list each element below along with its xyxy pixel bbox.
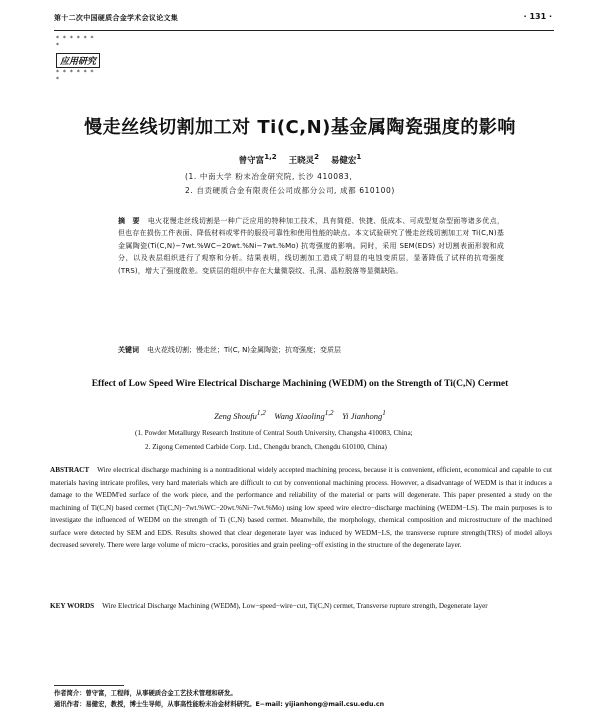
author-name: Wang Xiaoling <box>274 410 325 421</box>
keywords-english <box>50 600 552 613</box>
affiliation-line: (1. 中南大学 粉末冶金研究院, 长沙 410083, <box>185 172 353 181</box>
abstract-text: Wire electrical discharge machining is a nontraditional widely accepted machining process, because it is convenient, efficient, economical and capable to cut materials having intricate profiles, very hard materials which are difficult to cut by conventional machining process. However, a disadvantage of WEDM is that it induces a damage to the WEDM'ed surface of the work piece, and the performance and reliability of the material or parts will degenerate. This paper presented a study on the machining of Ti(C,N) based cermet (Ti(C,N)−7wt.%WC−20wt.%Ni−7wt.%Mo) using low speed wire electro−discharge machining (WEDM−LS). The main purposes is to investigate the influenced of WEDM on the strength of Ti (C,N) based cermet. Meanwhile, the morphology, chemical composition and microstructure of the machined surface were detected by SEM and EDS. Results showed that clear degenerate layer was induced by WEDM−LS, the transverse rupture strength(TRS) of model alloys decreased severely. There were large volume of micro−cracks, porosities and grain peeling−off existing in the structure of the degenerate layer. <box>50 466 552 549</box>
author-affiliation-mark: 1 <box>382 409 386 417</box>
abstract-english <box>50 464 552 552</box>
keywords-chinese <box>118 345 508 355</box>
authors-english <box>0 409 600 421</box>
keywords-text: Wire Electrical Discharge Machining (WEDM), Low−speed−wire−cut, Ti(C,N) cermet, Transverse rupture strength, Degenerate layer <box>102 602 488 610</box>
author-affiliation-mark: 1,2 <box>264 152 277 161</box>
abstract-label: ABSTRACT <box>50 466 90 474</box>
title-chinese: 慢走丝线切割加工对 Ti(C,N)基金属陶瓷强度的影响 <box>84 117 516 138</box>
affiliations-english <box>135 426 555 454</box>
footnotes <box>54 689 554 710</box>
footnote-author-bio: 作者简介：曾守富，工程师，从事硬质合金工艺技术管理和研发。 <box>54 690 237 697</box>
affiliation-line: 2. Zigong Cemented Carbide Corp. Ltd., Chengdu branch, Chengdu 610100, China) <box>145 443 387 451</box>
author-name: 易健宏 <box>330 155 357 166</box>
running-header <box>54 10 554 31</box>
affiliation-line: (1. Powder Metallurgy Research Institute of Central South University, Changsha 410083, China; <box>135 429 413 437</box>
abstract-label: 摘 要 <box>118 217 140 225</box>
conference-name: 第十二次中国硬质合金学术会议论文集 <box>54 14 179 22</box>
page-number: · 131 · <box>523 12 552 21</box>
abstract-text: 电火花慢走丝线切割是一种广泛应用的特种加工技术，具有简便、快捷、低成本、可成型复杂型面等诸多优点，但也存在损伤工件表面、降低材料或零件的服役可靠性和使用性能的缺点。本文试验研究了慢走丝线切割加工对 Ti(C,N)基金属陶瓷(Ti(C,N)−7wt.%WC−20wt.%Ni−7wt.%Mo) 抗弯强度的影响。同时，采用 SEM(EDS) 对切割表面形貌和成分，以及表层组织进行了观察和分析。结果表明，线切割加工造成了明显的电蚀变质层，显著降低了试样的抗弯强度(TRS)，增大了强度散差。变质层的组织中存在大量微裂纹、孔洞、晶粒脱落等显微缺陷。 <box>118 217 504 275</box>
author-name: Yi Jianhong <box>342 410 383 421</box>
abstract-chinese <box>118 215 504 277</box>
author-affiliation-mark: 2 <box>314 152 320 161</box>
affiliations-chinese <box>185 170 395 198</box>
title-english: Effect of Low Speed Wire Electrical Discharge Machining (WEDM) on the Strength of Ti(C,N) Cermet <box>91 379 509 389</box>
author-affiliation-mark: 1,2 <box>256 409 266 417</box>
keywords-label: KEY WORDS <box>50 602 95 610</box>
author-affiliation-mark: 1 <box>356 152 362 161</box>
author-name: Zeng Shoufu <box>214 410 257 421</box>
section-label: 应用研究 <box>56 53 100 68</box>
author-affiliation-mark: 1,2 <box>324 409 334 417</box>
keywords-label: 关键词 <box>118 346 139 354</box>
badge-decoration-bottom: * * * * * * * <box>56 69 95 83</box>
keywords-text: 电火花线切割；慢走丝；Ti(C, N)金属陶瓷；抗弯强度；变质层 <box>147 346 342 354</box>
badge-decoration-top: * * * * * * * <box>56 35 95 49</box>
footnote-corresponding-author: 通讯作者：易健宏，教授，博士生导师，从事高性能粉末冶金材料研究。E−mail: yijianhong@mail.csu.edu.cn <box>54 700 385 708</box>
section-badge <box>56 35 100 83</box>
footnote-divider <box>54 685 124 686</box>
affiliation-line: 2. 自贡硬质合金有限责任公司成都分公司, 成都 610100) <box>185 186 395 195</box>
author-name: 王晓灵 <box>288 155 315 166</box>
authors-chinese <box>0 152 600 166</box>
author-name: 曾守富 <box>238 155 265 166</box>
